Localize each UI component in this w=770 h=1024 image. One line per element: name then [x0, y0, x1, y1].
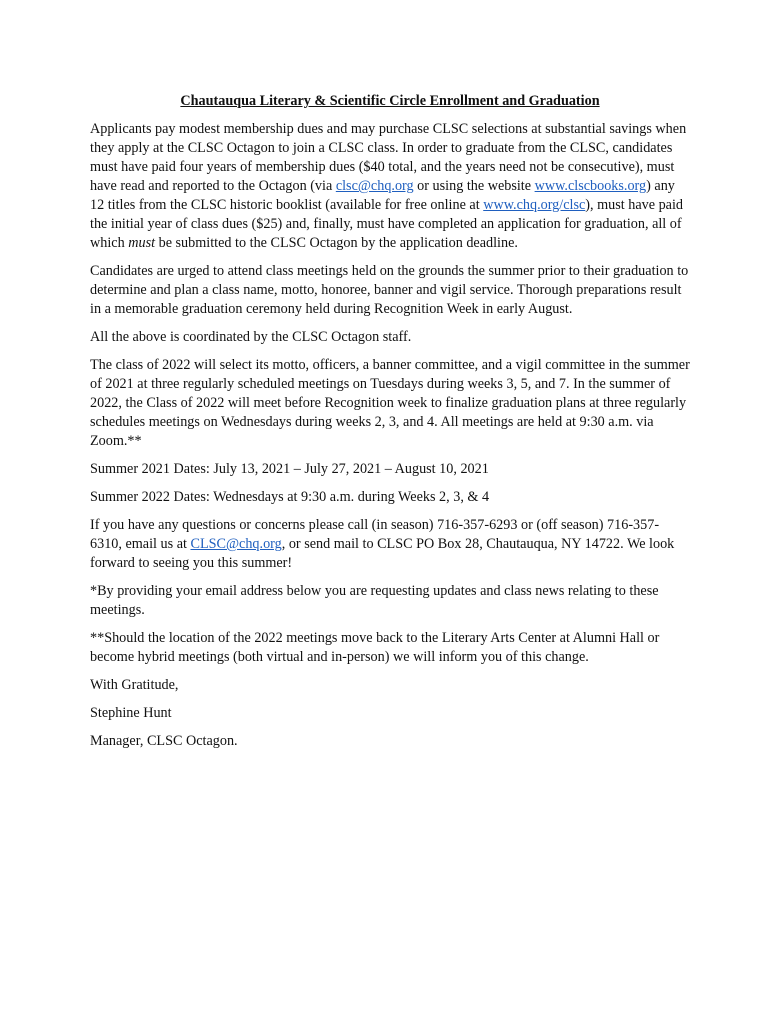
paragraph-text: If you have any questions or concerns please call (in season) 716-357-6293 or (off season) 716-357-6310, email us at	[90, 517, 660, 552]
document-title: Chautauqua Literary & Scientific Circle Enrollment and Graduation	[180, 93, 600, 109]
paragraph-text: ) any 12 titles from the CLSC historic booklist (available for free online at	[90, 178, 675, 213]
emphasis-must: must	[128, 235, 156, 251]
paragraph-summer-2022-dates: Summer 2022 Dates: Wednesdays at 9:30 a.m. during Weeks 2, 3, & 4	[90, 489, 490, 505]
closing-line: With Gratitude,	[90, 677, 179, 693]
paragraph-text: ), must have paid the initial year of class dues ($25) and, finally, must have completed an application for graduation, all of which	[90, 197, 683, 251]
paragraph-coordination: All the above is coordinated by the CLSC Octagon staff.	[90, 329, 412, 345]
paragraph-location-note: **Should the location of the 2022 meetings move back to the Literary Arts Center at Alumni Hall or become hybrid meetings (both virtual and in-person) we will inform you of this change.	[90, 630, 660, 665]
paragraph-enrollment	[90, 120, 690, 253]
paragraph-text: Applicants pay modest membership dues and may purchase CLSC selections at substantial savings when they apply at the CLSC Octagon to join a CLSC class. In order to graduate from the CLSC, candidates must have paid four years of membership dues ($40 total, and the years need not be consecutive), must have read and reported to the Octagon (via	[90, 121, 687, 194]
paragraph-candidates: Candidates are urged to attend class meetings held on the grounds the summer prior to their graduation to determine and plan a class name, motto, honoree, banner and vigil service. Thorough preparations result in a memorable graduation ceremony held during Recognition Week in early August.	[90, 263, 689, 317]
signer-name: Stephine Hunt	[90, 705, 172, 721]
paragraph-text: be submitted to the CLSC Octagon by the application deadline.	[155, 235, 518, 251]
website-link-clscbooks[interactable]: www.clscbooks.org	[534, 178, 647, 194]
email-link-clsc[interactable]: clsc@chq.org	[335, 178, 414, 194]
document-page	[90, 92, 690, 760]
paragraph-text: , or send mail to CLSC PO Box 28, Chautauqua, NY 14722. We look forward to seeing you this summer!	[90, 536, 675, 571]
paragraph-email-note: *By providing your email address below you are requesting updates and class news relating to these meetings.	[90, 583, 659, 618]
paragraph-contact	[90, 516, 690, 573]
paragraph-class-2022: The class of 2022 will select its motto, officers, a banner committee, and a vigil committee in the summer of 2021 at three regularly scheduled meetings on Tuesdays during weeks 3, 5, and 7. In the summer of 2022, the Class of 2022 will meet before Recognition week to finalize graduation plans at three regularly schedules meetings on Wednesdays during weeks 2, 3, and 4. All meetings are held at 9:30 a.m. via Zoom.**	[90, 357, 690, 449]
email-link-contact[interactable]: CLSC@chq.org	[190, 536, 282, 552]
signer-title: Manager, CLSC Octagon.	[90, 733, 238, 749]
paragraph-summer-2021-dates: Summer 2021 Dates: July 13, 2021 – July 27, 2021 – August 10, 2021	[90, 461, 489, 477]
paragraph-text: or using the website	[413, 178, 535, 194]
website-link-chq-clsc[interactable]: www.chq.org/clsc	[483, 197, 586, 213]
